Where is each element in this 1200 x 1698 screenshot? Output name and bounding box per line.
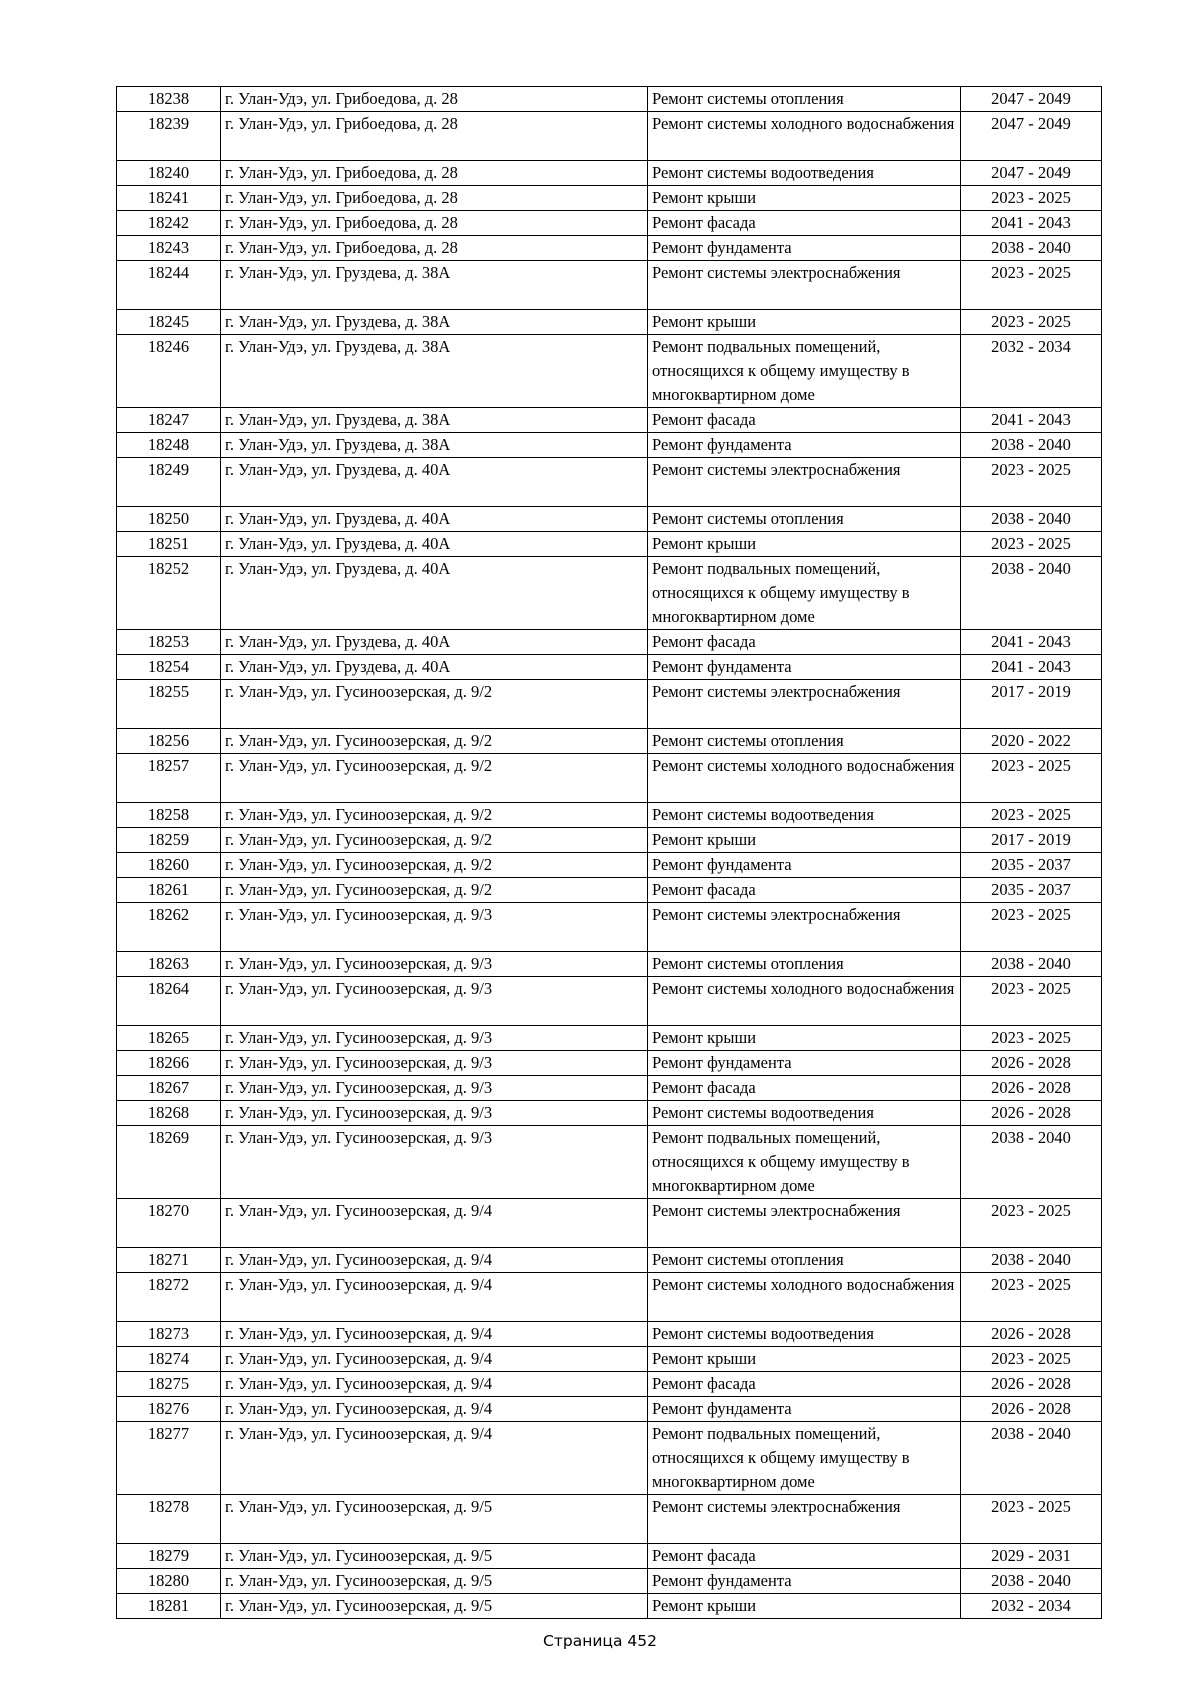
row-period: 2035 - 2037 [961,853,1102,878]
row-address: г. Улан-Удэ, ул. Груздева, д. 38А [221,433,648,458]
row-work-type: Ремонт системы электроснабжения [648,903,961,952]
row-address: г. Улан-Удэ, ул. Гусиноозерская, д. 9/2 [221,729,648,754]
row-address: г. Улан-Удэ, ул. Гусиноозерская, д. 9/2 [221,853,648,878]
row-number: 18264 [117,977,221,1026]
row-address: г. Улан-Удэ, ул. Гусиноозерская, д. 9/4 [221,1372,648,1397]
table-row [117,977,1102,1026]
page-number: Страница 452 [543,1632,657,1650]
table-row [117,1569,1102,1594]
table-row [117,236,1102,261]
row-period: 2041 - 2043 [961,211,1102,236]
table-row [117,1076,1102,1101]
row-address: г. Улан-Удэ, ул. Грибоедова, д. 28 [221,211,648,236]
row-work-type: Ремонт системы холодного водоснабжения [648,112,961,161]
table-row [117,112,1102,161]
row-address: г. Улан-Удэ, ул. Гусиноозерская, д. 9/4 [221,1422,648,1495]
row-address: г. Улан-Удэ, ул. Гусиноозерская, д. 9/3 [221,1126,648,1199]
row-address: г. Улан-Удэ, ул. Гусиноозерская, д. 9/3 [221,1026,648,1051]
table-row [117,878,1102,903]
row-work-type: Ремонт системы водоотведения [648,803,961,828]
row-address: г. Улан-Удэ, ул. Груздева, д. 38А [221,408,648,433]
row-work-type: Ремонт крыши [648,532,961,557]
row-work-type: Ремонт системы электроснабжения [648,1199,961,1248]
row-number: 18257 [117,754,221,803]
row-work-type: Ремонт крыши [648,1026,961,1051]
table-row [117,186,1102,211]
row-number: 18245 [117,310,221,335]
row-period: 2026 - 2028 [961,1372,1102,1397]
table-row [117,310,1102,335]
row-period: 2023 - 2025 [961,261,1102,310]
row-work-type: Ремонт фасада [648,1544,961,1569]
capital-repair-table [116,86,1102,1619]
row-number: 18254 [117,655,221,680]
row-address: г. Улан-Удэ, ул. Гусиноозерская, д. 9/3 [221,1051,648,1076]
row-work-type: Ремонт системы отопления [648,952,961,977]
row-number: 18263 [117,952,221,977]
row-work-type: Ремонт системы отопления [648,87,961,112]
row-period: 2026 - 2028 [961,1076,1102,1101]
row-address: г. Улан-Удэ, ул. Груздева, д. 38А [221,310,648,335]
row-period: 2038 - 2040 [961,1248,1102,1273]
row-number: 18249 [117,458,221,507]
row-work-type: Ремонт подвальных помещений, относящихся к общему имуществу в многоквартирном доме [648,557,961,630]
row-number: 18255 [117,680,221,729]
row-period: 2038 - 2040 [961,557,1102,630]
table-row [117,952,1102,977]
row-address: г. Улан-Удэ, ул. Груздева, д. 40А [221,458,648,507]
row-work-type: Ремонт системы водоотведения [648,161,961,186]
table-row [117,507,1102,532]
row-work-type: Ремонт фундамента [648,1397,961,1422]
row-number: 18266 [117,1051,221,1076]
row-address: г. Улан-Удэ, ул. Гусиноозерская, д. 9/4 [221,1199,648,1248]
row-period: 2041 - 2043 [961,408,1102,433]
row-period: 2026 - 2028 [961,1397,1102,1422]
row-work-type: Ремонт крыши [648,828,961,853]
row-number: 18265 [117,1026,221,1051]
row-number: 18280 [117,1569,221,1594]
row-period: 2035 - 2037 [961,878,1102,903]
row-period: 2029 - 2031 [961,1544,1102,1569]
table-row [117,903,1102,952]
table-row [117,1026,1102,1051]
table-row [117,335,1102,408]
row-number: 18247 [117,408,221,433]
row-work-type: Ремонт системы электроснабжения [648,458,961,507]
row-address: г. Улан-Удэ, ул. Груздева, д. 38А [221,335,648,408]
row-work-type: Ремонт системы водоотведения [648,1101,961,1126]
table-row [117,532,1102,557]
row-address: г. Улан-Удэ, ул. Груздева, д. 40А [221,655,648,680]
row-address: г. Улан-Удэ, ул. Груздева, д. 40А [221,630,648,655]
table-row [117,1101,1102,1126]
row-work-type: Ремонт системы холодного водоснабжения [648,977,961,1026]
row-period: 2017 - 2019 [961,828,1102,853]
row-period: 2026 - 2028 [961,1322,1102,1347]
row-work-type: Ремонт фасада [648,408,961,433]
table-row [117,211,1102,236]
row-number: 18253 [117,630,221,655]
row-period: 2023 - 2025 [961,1347,1102,1372]
row-period: 2020 - 2022 [961,729,1102,754]
row-work-type: Ремонт фасада [648,211,961,236]
table-row [117,1248,1102,1273]
table-row [117,680,1102,729]
row-number: 18256 [117,729,221,754]
row-work-type: Ремонт системы электроснабжения [648,680,961,729]
row-address: г. Улан-Удэ, ул. Гусиноозерская, д. 9/4 [221,1248,648,1273]
row-address: г. Улан-Удэ, ул. Гусиноозерская, д. 9/4 [221,1397,648,1422]
row-period: 2047 - 2049 [961,112,1102,161]
row-number: 18238 [117,87,221,112]
row-work-type: Ремонт фасада [648,878,961,903]
row-period: 2038 - 2040 [961,507,1102,532]
row-work-type: Ремонт фасада [648,1372,961,1397]
table-row [117,1544,1102,1569]
row-work-type: Ремонт системы электроснабжения [648,1495,961,1544]
row-number: 18267 [117,1076,221,1101]
table-row [117,1347,1102,1372]
row-address: г. Улан-Удэ, ул. Гусиноозерская, д. 9/2 [221,828,648,853]
row-work-type: Ремонт подвальных помещений, относящихся к общему имуществу в многоквартирном доме [648,1126,961,1199]
row-address: г. Улан-Удэ, ул. Гусиноозерская, д. 9/5 [221,1569,648,1594]
row-number: 18276 [117,1397,221,1422]
row-number: 18258 [117,803,221,828]
row-work-type: Ремонт системы водоотведения [648,1322,961,1347]
row-address: г. Улан-Удэ, ул. Грибоедова, д. 28 [221,87,648,112]
row-period: 2023 - 2025 [961,458,1102,507]
row-period: 2038 - 2040 [961,1126,1102,1199]
row-number: 18281 [117,1594,221,1619]
table-row [117,87,1102,112]
row-work-type: Ремонт крыши [648,310,961,335]
table-row [117,729,1102,754]
row-number: 18239 [117,112,221,161]
row-work-type: Ремонт фундамента [648,236,961,261]
row-address: г. Улан-Удэ, ул. Гусиноозерская, д. 9/5 [221,1594,648,1619]
row-period: 2023 - 2025 [961,803,1102,828]
row-number: 18270 [117,1199,221,1248]
row-period: 2038 - 2040 [961,1422,1102,1495]
row-address: г. Улан-Удэ, ул. Гусиноозерская, д. 9/4 [221,1273,648,1322]
row-work-type: Ремонт крыши [648,1347,961,1372]
row-address: г. Улан-Удэ, ул. Грибоедова, д. 28 [221,236,648,261]
row-work-type: Ремонт крыши [648,1594,961,1619]
table-row [117,261,1102,310]
row-address: г. Улан-Удэ, ул. Гусиноозерская, д. 9/3 [221,1101,648,1126]
row-period: 2023 - 2025 [961,754,1102,803]
row-period: 2023 - 2025 [961,977,1102,1026]
row-address: г. Улан-Удэ, ул. Гусиноозерская, д. 9/3 [221,977,648,1026]
row-number: 18252 [117,557,221,630]
row-address: г. Улан-Удэ, ул. Грибоедова, д. 28 [221,112,648,161]
row-number: 18273 [117,1322,221,1347]
table-row [117,655,1102,680]
row-period: 2023 - 2025 [961,903,1102,952]
table-row [117,754,1102,803]
table-row [117,433,1102,458]
table-row [117,557,1102,630]
table-row [117,1594,1102,1619]
row-period: 2032 - 2034 [961,1594,1102,1619]
row-work-type: Ремонт системы отопления [648,1248,961,1273]
row-period: 2017 - 2019 [961,680,1102,729]
row-work-type: Ремонт системы отопления [648,729,961,754]
row-period: 2023 - 2025 [961,310,1102,335]
row-address: г. Улан-Удэ, ул. Гусиноозерская, д. 9/4 [221,1322,648,1347]
row-number: 18260 [117,853,221,878]
row-address: г. Улан-Удэ, ул. Груздева, д. 40А [221,557,648,630]
row-work-type: Ремонт системы холодного водоснабжения [648,1273,961,1322]
row-address: г. Улан-Удэ, ул. Гусиноозерская, д. 9/2 [221,803,648,828]
row-number: 18261 [117,878,221,903]
table-row [117,1273,1102,1322]
row-number: 18275 [117,1372,221,1397]
row-period: 2023 - 2025 [961,186,1102,211]
row-address: г. Улан-Удэ, ул. Гусиноозерская, д. 9/2 [221,754,648,803]
row-number: 18240 [117,161,221,186]
row-address: г. Улан-Удэ, ул. Гусиноозерская, д. 9/2 [221,878,648,903]
row-number: 18269 [117,1126,221,1199]
row-number: 18250 [117,507,221,532]
row-address: г. Улан-Удэ, ул. Груздева, д. 40А [221,532,648,557]
row-period: 2023 - 2025 [961,532,1102,557]
row-number: 18272 [117,1273,221,1322]
row-period: 2023 - 2025 [961,1026,1102,1051]
table-row [117,1199,1102,1248]
row-number: 18271 [117,1248,221,1273]
row-period: 2038 - 2040 [961,433,1102,458]
row-work-type: Ремонт подвальных помещений, относящихся к общему имуществу в многоквартирном доме [648,1422,961,1495]
row-address: г. Улан-Удэ, ул. Гусиноозерская, д. 9/3 [221,1076,648,1101]
row-number: 18242 [117,211,221,236]
table-row [117,853,1102,878]
row-period: 2023 - 2025 [961,1495,1102,1544]
row-period: 2041 - 2043 [961,630,1102,655]
row-work-type: Ремонт фундамента [648,433,961,458]
row-work-type: Ремонт крыши [648,186,961,211]
row-work-type: Ремонт фундамента [648,853,961,878]
row-period: 2038 - 2040 [961,1569,1102,1594]
row-address: г. Улан-Удэ, ул. Гусиноозерская, д. 9/3 [221,903,648,952]
row-number: 18268 [117,1101,221,1126]
row-address: г. Улан-Удэ, ул. Груздева, д. 40А [221,507,648,532]
row-address: г. Улан-Удэ, ул. Грибоедова, д. 28 [221,161,648,186]
table-row [117,1422,1102,1495]
table-row [117,1397,1102,1422]
row-work-type: Ремонт подвальных помещений, относящихся к общему имуществу в многоквартирном доме [648,335,961,408]
table-row [117,630,1102,655]
row-address: г. Улан-Удэ, ул. Грибоедова, д. 28 [221,186,648,211]
row-work-type: Ремонт системы холодного водоснабжения [648,754,961,803]
table-body [117,87,1102,1619]
table-row [117,803,1102,828]
row-period: 2026 - 2028 [961,1101,1102,1126]
row-number: 18251 [117,532,221,557]
table-row [117,1372,1102,1397]
table-row [117,458,1102,507]
row-work-type: Ремонт фундамента [648,1051,961,1076]
table-row [117,1322,1102,1347]
row-number: 18277 [117,1422,221,1495]
row-number: 18259 [117,828,221,853]
row-work-type: Ремонт системы электроснабжения [648,261,961,310]
table-row [117,1126,1102,1199]
row-period: 2047 - 2049 [961,87,1102,112]
row-number: 18243 [117,236,221,261]
row-period: 2032 - 2034 [961,335,1102,408]
row-number: 18279 [117,1544,221,1569]
row-period: 2038 - 2040 [961,952,1102,977]
row-address: г. Улан-Удэ, ул. Гусиноозерская, д. 9/2 [221,680,648,729]
row-address: г. Улан-Удэ, ул. Гусиноозерская, д. 9/5 [221,1495,648,1544]
row-number: 18278 [117,1495,221,1544]
row-period: 2038 - 2040 [961,236,1102,261]
table-row [117,408,1102,433]
row-work-type: Ремонт фундамента [648,655,961,680]
row-number: 18241 [117,186,221,211]
row-number: 18262 [117,903,221,952]
row-number: 18244 [117,261,221,310]
row-number: 18274 [117,1347,221,1372]
row-period: 2023 - 2025 [961,1273,1102,1322]
row-address: г. Улан-Удэ, ул. Гусиноозерская, д. 9/4 [221,1347,648,1372]
table-row [117,828,1102,853]
row-work-type: Ремонт фасада [648,1076,961,1101]
row-work-type: Ремонт системы отопления [648,507,961,532]
table-row [117,1051,1102,1076]
row-period: 2026 - 2028 [961,1051,1102,1076]
row-number: 18248 [117,433,221,458]
row-address: г. Улан-Удэ, ул. Гусиноозерская, д. 9/3 [221,952,648,977]
row-work-type: Ремонт фундамента [648,1569,961,1594]
table-row [117,161,1102,186]
row-number: 18246 [117,335,221,408]
row-address: г. Улан-Удэ, ул. Груздева, д. 38А [221,261,648,310]
table-row [117,1495,1102,1544]
row-period: 2047 - 2049 [961,161,1102,186]
row-work-type: Ремонт фасада [648,630,961,655]
row-address: г. Улан-Удэ, ул. Гусиноозерская, д. 9/5 [221,1544,648,1569]
row-period: 2023 - 2025 [961,1199,1102,1248]
row-period: 2041 - 2043 [961,655,1102,680]
